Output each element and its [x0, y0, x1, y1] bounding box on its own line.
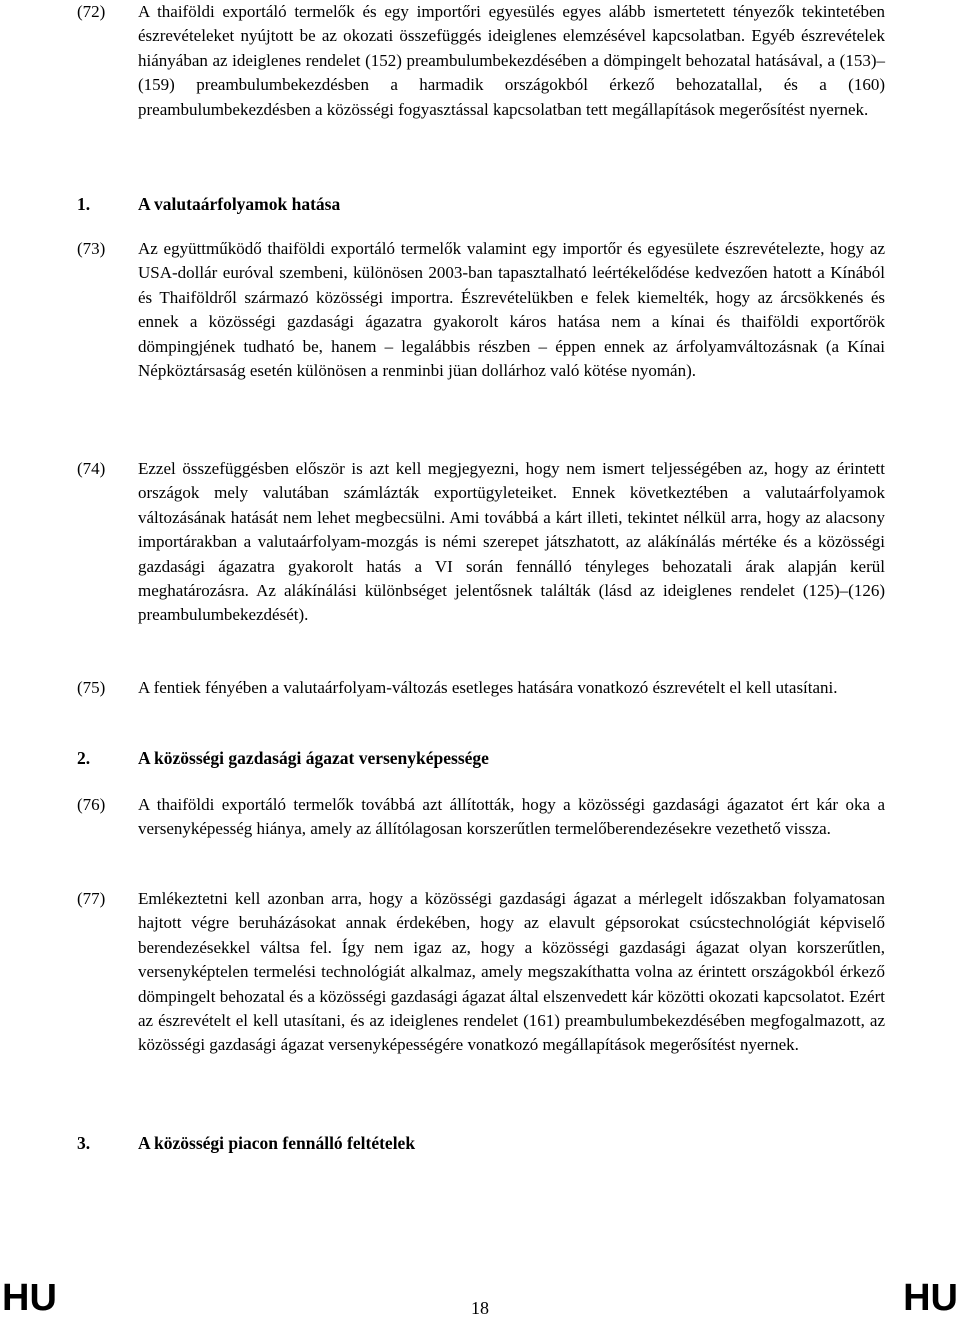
paragraph-text: A thaiföldi exportáló termelők és egy importőri egyesülés egyes alább ismertetett tényezők tekintetében észrevételeket nyújtott be az okozati összefüggés ideiglenes elemzésével kapcsolatban. Egyéb észrevételek hiányában az ideiglenes rendelet (152) preambulumbekezdésében a dömpingelt behozatal hatásával, a (153)–(159) preambulumbekezdésben a harmadik országokból érkező behozatallal, és a (160) preambulumbekezdésben a közösségi fogyasztással kapcsolatban tett megállapítások megerősítést nyernek.: [138, 2, 885, 119]
section-heading-2: [77, 746, 489, 770]
section-title: A közösségi piacon fennálló feltételek: [138, 1133, 416, 1153]
paragraph-number: (76): [77, 795, 106, 814]
section-heading-1: [77, 192, 340, 216]
page-number: 18: [471, 1298, 489, 1318]
footer-language-code-left: HU: [2, 1277, 57, 1319]
paragraph-text: Az együttműködő thaiföldi exportáló termelők valamint egy importőr és egyesülete észrevételezte, hogy az USA-dollár euróval szembeni, különösen 2003-ban tapasztalható leértékelődése kedvezően hatott a Kínából és Thaiföldről származó közösségi importra. Észrevételükben e felek kiemelték, hogy az árcsökkenés és ennek a közösségi gazdasági ágazatra gyakorolt káros hatása nem a kínai és thaiföldi exportőrök dömpingjének tudható be, hanem – legalábbis részben – éppen ennek az árfolyamváltozásnak (a Kínai Népköztársaság esetén különösen a renminbi jüan dollárhoz való kötése nyomán).: [138, 239, 885, 381]
paragraph-72: [77, 0, 887, 122]
section-title: A valutaárfolyamok hatása: [138, 194, 341, 214]
section-heading-3: [77, 1131, 415, 1155]
paragraph-text: A fentiek fényében a valutaárfolyam-változás esetleges hatására vonatkozó észrevételt el kell utasítani.: [138, 678, 838, 697]
footer-language-code-right: HU: [903, 1277, 958, 1319]
paragraph-number: (74): [77, 459, 106, 478]
paragraph-number: (73): [77, 239, 106, 258]
section-number: 2.: [77, 748, 91, 768]
paragraph-77: [77, 887, 887, 1058]
paragraph-text: A thaiföldi exportáló termelők továbbá azt állították, hogy a közösségi gazdasági ágazatot ért kár oka a versenyképesség hiánya, amely az állítólagosan korszerűtlen termelőberendezésekre vezethető vissza.: [138, 795, 885, 839]
section-title: A közösségi gazdasági ágazat versenyképessége: [138, 748, 489, 768]
paragraph-text: Ezzel összefüggésben először is azt kell megjegyezni, hogy nem ismert teljességében az, hogy az érintett országok mely valutában számlázták exportügyleteiket. Ennek következtében a valutaárfolyamok változásának hatását nem lehet megbecsülni. Ami továbbá a kárt illeti, tekintet nélkül arra, hogy az alacsony importárakban a valutaárfolyam-mozgás is némi szerepet játszhatott, az alákínálás mértéke és a közösségi gazdasági ágazatra gyakorolt hatás a VI során fennálló tényleges behozatali árak alapján kerül meghatározásra. Az alákínálási különbséget jelentősnek találták (lásd az ideiglenes rendelet (125)–(126) preambulumbekezdését).: [138, 459, 885, 625]
section-number: 1.: [77, 194, 91, 214]
paragraph-number: (72): [77, 2, 106, 21]
paragraph-text: Emlékeztetni kell azonban arra, hogy a közösségi gazdasági ágazat a mérlegelt időszakban folyamatosan hajtott végre beruházásokat annak érdekében, hogy az elavult gépsorokat csúcstechnológiát képviselő berendezésekkel váltsa fel. Így nem igaz az, hogy a közösségi gazdasági ágazat olyan korszerűtlen, versenyképtelen termelési technológiát alkalmaz, amely megszakíthatta volna az érintett országokból érkező dömpingelt behozatal és a közösségi gazdasági ágazat által elszenvedett kár közötti okozati kapcsolatot. Ezért az észrevételt el kell utasítani, és az ideiglenes rendelet (161) preambulumbekezdésében megfogalmazott, az közösségi gazdasági ágazat versenyképességére vonatkozó megállapítások megerősítést nyernek.: [138, 889, 885, 1055]
paragraph-73: [77, 237, 887, 383]
paragraph-75: [77, 676, 887, 700]
paragraph-74: [77, 457, 887, 628]
paragraph-76: [77, 793, 887, 842]
paragraph-number: (75): [77, 678, 106, 697]
paragraph-number: (77): [77, 889, 106, 908]
section-number: 3.: [77, 1133, 91, 1153]
